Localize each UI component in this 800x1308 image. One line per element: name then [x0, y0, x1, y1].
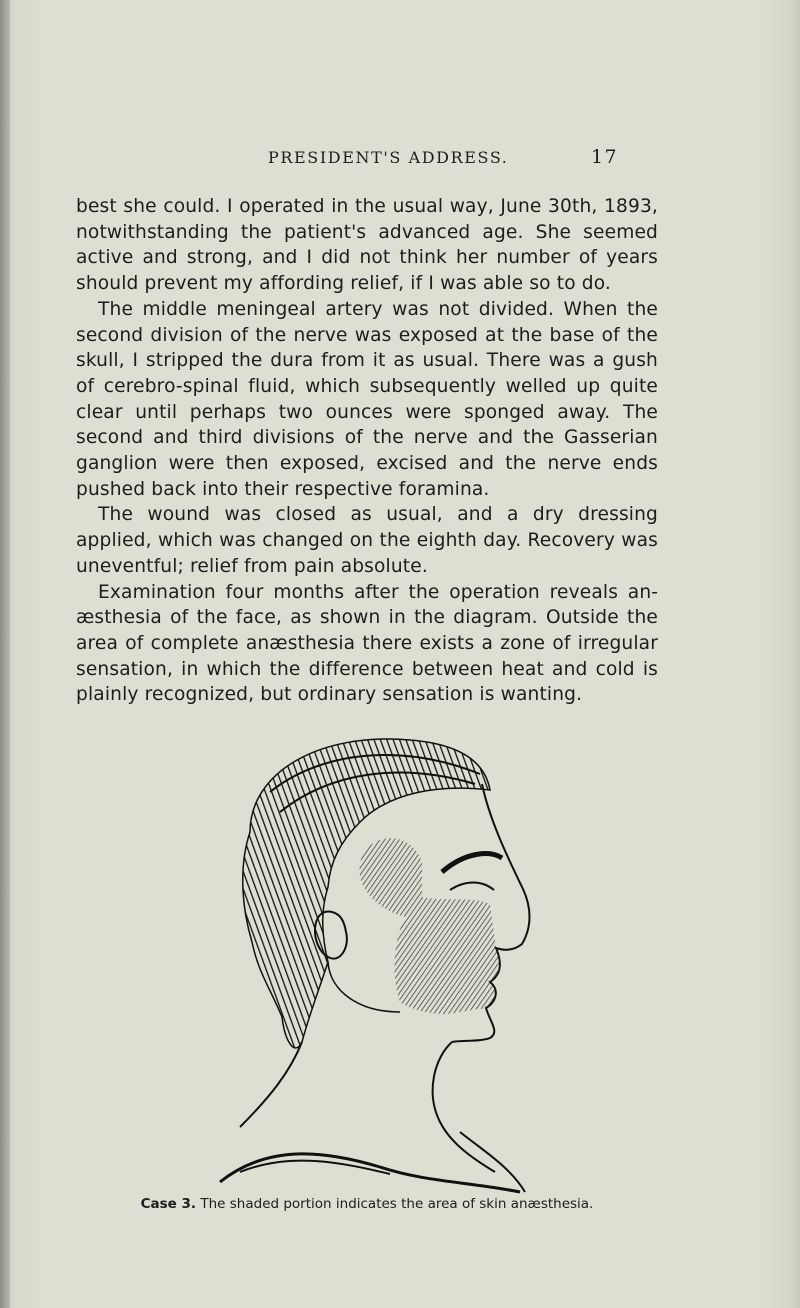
- body-text: [76, 194, 658, 708]
- paragraph-1: best she could. I operated in the usual way, June 30th, 1893, notwithstanding the patient's advanced age. She seemed active and strong, and I did not think her number of years should prevent my affording relief, if I was able so to do.: [76, 196, 658, 295]
- anaesthesia-diagram: [210, 712, 550, 1202]
- caption-text: The shaded portion indicates the area of skin anæsthesia.: [200, 1196, 594, 1212]
- paragraph-4: Examination four months after the operation reveals anæsthesia of the face, as shown in the diagram. Outside the area of complete anæsthesia there exists a zone of irregular sensation, in which the difference between heat and cold is plainly recognized, but ordinary sensation is wanting.: [76, 581, 658, 706]
- binding-edge: [0, 0, 10, 1308]
- paragraph-2: The middle meningeal artery was not divided. When the second division of the nerve was exposed at the base of the skull, I stripped the dura from it as usual. There was a gush of cerebro-spinal fluid, which subsequently welled up quite clear until perhaps two ounces were sponged away. The second and third divisions of the nerve and the Gasserian ganglion were then exposed, excised and the nerve ends pushed back into their respective foramina.: [76, 298, 658, 500]
- paragraph-3: The wound was closed as usual, and a dry dressing applied, which was changed on the eighth day. Recovery was uneventful; relief from pain absolute.: [76, 504, 658, 577]
- figure-caption: [76, 1196, 658, 1212]
- running-head: [268, 146, 618, 168]
- caption-label: Case 3.: [140, 1196, 197, 1212]
- page-number: 17: [591, 146, 618, 168]
- shaded-anaesthesia-area: [360, 838, 500, 1014]
- running-head-title: PRESIDENT'S ADDRESS.: [268, 148, 509, 167]
